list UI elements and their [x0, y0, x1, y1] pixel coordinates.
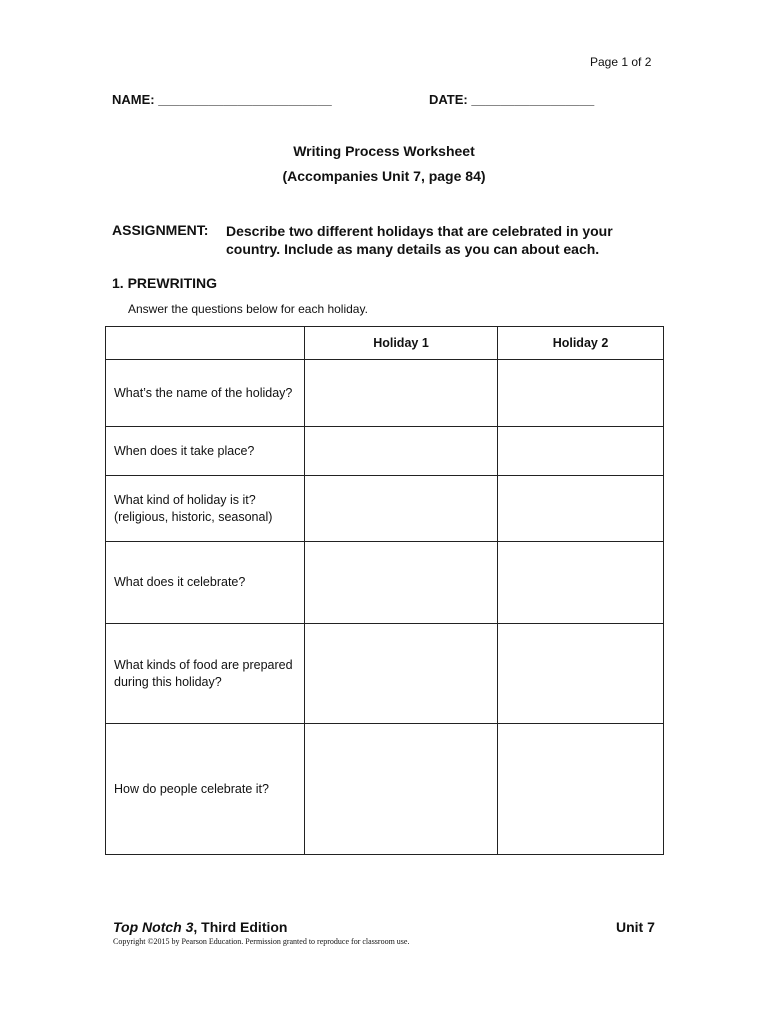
column-header-holiday-1: Holiday 1	[305, 327, 498, 360]
question-cell: What kinds of food are prepared during this holiday?	[106, 624, 305, 724]
answer-cell-holiday-2[interactable]	[498, 360, 664, 427]
table-row	[106, 427, 664, 476]
footer-book-title	[113, 919, 287, 935]
worksheet-title: Writing Process Worksheet	[293, 143, 475, 159]
table-row	[106, 476, 664, 542]
table-header-row	[106, 327, 664, 360]
answer-cell-holiday-2[interactable]	[498, 542, 664, 624]
name-field[interactable]: NAME: ________________________	[112, 92, 332, 107]
answer-cell-holiday-1[interactable]	[305, 624, 498, 724]
answer-cell-holiday-1[interactable]	[305, 427, 498, 476]
answer-cell-holiday-2[interactable]	[498, 624, 664, 724]
answer-cell-holiday-2[interactable]	[498, 427, 664, 476]
footer-unit: Unit 7	[616, 919, 655, 935]
question-cell: What kind of holiday is it? (religious, historic, seasonal)	[106, 476, 305, 542]
answer-cell-holiday-1[interactable]	[305, 476, 498, 542]
answer-cell-holiday-2[interactable]	[498, 476, 664, 542]
book-edition: , Third Edition	[193, 919, 288, 935]
copyright-notice: Copyright ©2015 by Pearson Education. Permission granted to reproduce for classroom use.	[113, 937, 410, 946]
book-title: Top Notch 3	[113, 919, 194, 935]
question-cell: How do people celebrate it?	[106, 724, 305, 855]
assignment-text: Describe two different holidays that are celebrated in your country. Include as many details as you can about each.	[226, 223, 613, 257]
column-header-holiday-2: Holiday 2	[498, 327, 664, 360]
worksheet-subtitle: (Accompanies Unit 7, page 84)	[282, 168, 486, 184]
table-header-blank	[106, 327, 305, 360]
table-row	[106, 724, 664, 855]
question-cell: When does it take place?	[106, 427, 305, 476]
date-field[interactable]: DATE: _________________	[429, 92, 595, 107]
page-number: Page 1 of 2	[590, 55, 652, 69]
table-row	[106, 542, 664, 624]
holiday-table	[105, 326, 664, 855]
question-cell: What does it celebrate?	[106, 542, 305, 624]
answer-cell-holiday-1[interactable]	[305, 542, 498, 624]
answer-cell-holiday-1[interactable]	[305, 360, 498, 427]
prewriting-heading: 1. PREWRITING	[112, 275, 218, 291]
assignment-label: ASSIGNMENT:	[112, 222, 209, 238]
question-cell: What’s the name of the holiday?	[106, 360, 305, 427]
prewriting-instructions: Answer the questions below for each holiday.	[128, 302, 368, 316]
table-row	[106, 624, 664, 724]
answer-cell-holiday-2[interactable]	[498, 724, 664, 855]
table-row	[106, 360, 664, 427]
answer-cell-holiday-1[interactable]	[305, 724, 498, 855]
